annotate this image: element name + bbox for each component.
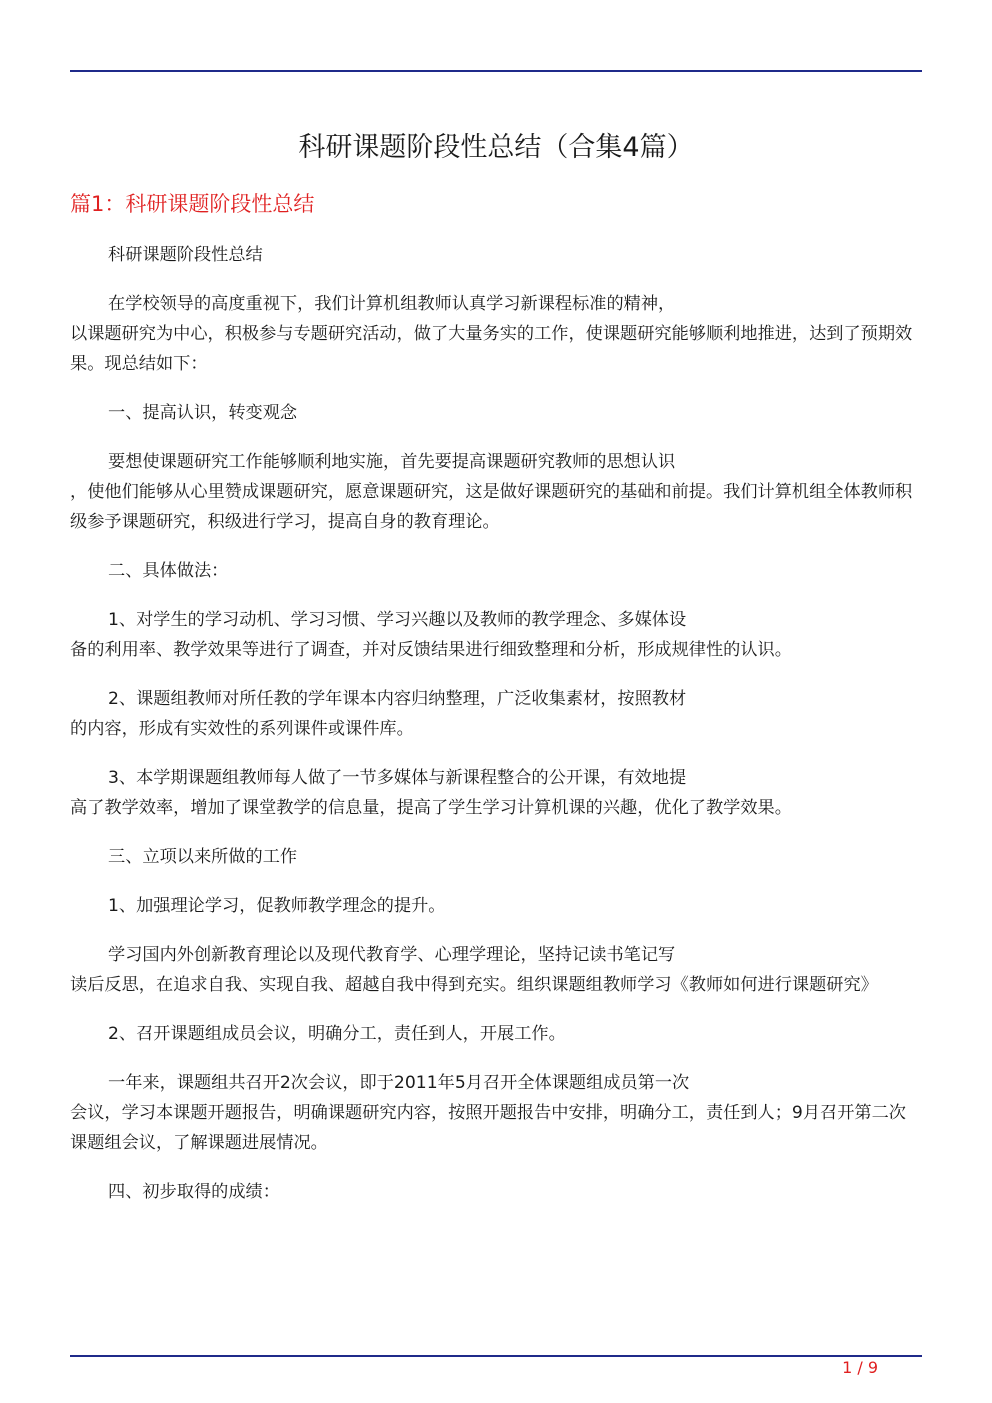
paragraph: 要想使课题研究工作能够顺利地实施，首先要提高课题研究教师的思想认识 ，使他们能够从心里赞成课题研究，愿意课题研究，这是做好课题研究的基础和前提。我们计算机组全体教师积级参予课题研究，积级进行学习，提高自身的教育理论。 xyxy=(70,452,913,532)
paragraph: 三、立项以来所做的工作 xyxy=(108,847,298,867)
paragraph: 一、提高认识，转变观念 xyxy=(108,403,298,423)
document-title: 科研课题阶段性总结（合集4篇） xyxy=(298,132,694,163)
paragraph: 2、召开课题组成员会议，明确分工，责任到人，开展工作。 xyxy=(108,1024,566,1044)
paragraph: 在学校领导的高度重视下，我们计算机组教师认真学习新课程标准的精神， 以课题研究为中心，积极参与专题研究活动，做了大量务实的工作，使课题研究能够顺利地推进，达到了预期效果。现总结如下： xyxy=(70,294,913,374)
paragraph: 3、本学期课题组教师每人做了一节多媒体与新课程整合的公开课，有效地提 高了教学效率，增加了课堂教学的信息量，提高了学生学习计算机课的兴趣，优化了教学效果。 xyxy=(70,768,792,818)
paragraph: 1、加强理论学习，促教师教学理念的提升。 xyxy=(108,896,446,916)
paragraph: 1、对学生的学习动机、学习习惯、学习兴趣以及教师的教学理念、多媒体设 备的利用率、教学效果等进行了调查，并对反馈结果进行细致整理和分析，形成规律性的认识。 xyxy=(70,610,792,660)
paragraph: 学习国内外创新教育理论以及现代教育学、心理学理论，坚持记读书笔记写 读后反思，在追求自我、实现自我、超越自我中得到充实。组织课题组教师学习《教师如何进行课题研究》 xyxy=(70,945,878,995)
section-heading: 篇1：科研课题阶段性总结 xyxy=(70,192,315,216)
header-rule xyxy=(70,70,922,72)
paragraph: 二、具体做法： xyxy=(108,561,229,581)
paragraph: 四、初步取得的成绩： xyxy=(108,1182,280,1202)
page-number: 1 / 9 xyxy=(842,1358,878,1377)
paragraph: 科研课题阶段性总结 xyxy=(108,245,263,265)
paragraph: 2、课题组教师对所任教的学年课本内容归纳整理，广泛收集素材，按照教材 的内容，形成有实效性的系列课件或课件库。 xyxy=(70,689,687,739)
footer-rule xyxy=(70,1355,922,1357)
paragraph: 一年来，课题组共召开2次会议，即于2011年5月召开全体课题组成员第一次 会议，学习本课题开题报告，明确课题研究内容，按照开题报告中安排，明确分工，责任到人；9月召开第二次课题组会议，了解课题进展情况。 xyxy=(70,1073,906,1153)
document-body xyxy=(70,240,922,1226)
